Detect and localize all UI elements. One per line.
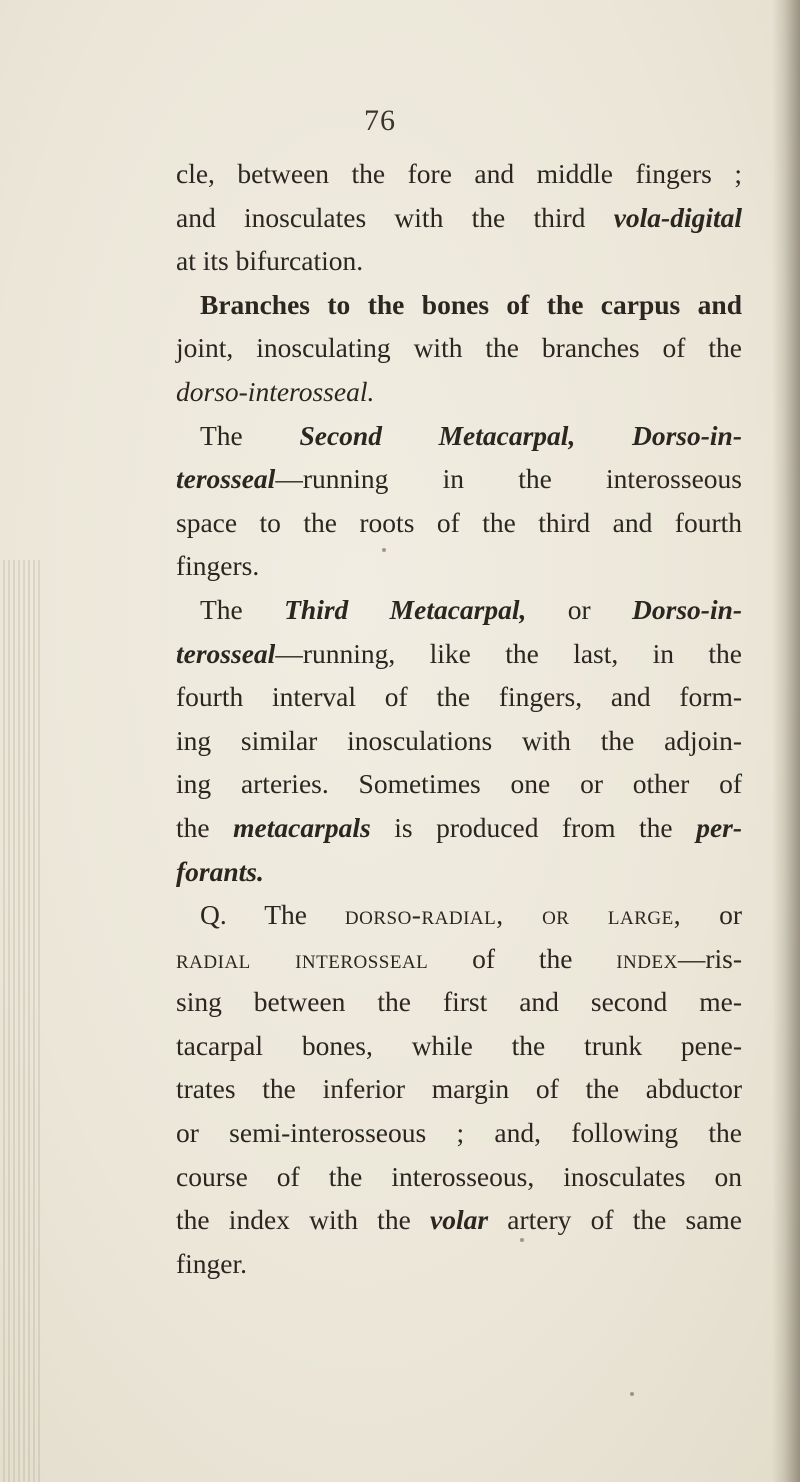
text-line: ing arteries. Sometimes one or other of	[176, 768, 742, 800]
text-line: ing similar inosculations with the adjoin-	[176, 724, 742, 756]
text-line: terosseal—running in the interosseous	[176, 463, 742, 495]
text-line: Branches to the bones of the carpus and	[200, 288, 742, 320]
text-line: Q. The dorso-radial, or large, or	[200, 899, 742, 931]
page-stack-edge	[0, 560, 40, 1482]
text-line: The Third Metacarpal, or Dorso-in-	[200, 593, 743, 625]
page-number: 76	[364, 104, 396, 137]
text-line: or semi-interosseous ; and, following the	[176, 1117, 742, 1149]
text-line: radial interosseal of the index—ris-	[176, 942, 743, 974]
text-line: sing between the first and second me-	[176, 986, 742, 1018]
text-line: cle, between the fore and middle fingers ;	[176, 158, 742, 189]
text-line: fourth interval of the fingers, and form-	[176, 681, 742, 713]
text-line: space to the roots of the third and fourth	[176, 506, 742, 538]
text-line: course of the interosseous, inosculates on	[176, 1160, 742, 1192]
text-line: the index with the volar artery of the same	[176, 1204, 742, 1236]
text-line: forants.	[176, 855, 264, 887]
text-line: terosseal—running, like the last, in the	[176, 637, 742, 669]
text-line: tacarpal bones, while the trunk pene-	[176, 1029, 742, 1061]
text-line: The Second Metacarpal, Dorso-in-	[200, 419, 743, 451]
paper-speck	[382, 548, 386, 552]
text-line: joint, inosculating with the branches of the	[176, 332, 742, 364]
text-line: and inosculates with the third vola-digital	[176, 201, 743, 233]
text-line: at its bifurcation.	[176, 245, 364, 277]
text-line: finger.	[176, 1247, 248, 1279]
text-line: trates the inferior margin of the abductor	[176, 1073, 742, 1105]
binding-shadow	[772, 0, 800, 1482]
paper-speck	[520, 1238, 524, 1242]
text-line: the metacarpals is produced from the per-	[176, 811, 743, 843]
text-line: dorso-interosseal.	[176, 375, 375, 407]
text-line: fingers.	[176, 550, 260, 582]
paper-speck	[630, 1392, 634, 1396]
body-text	[176, 152, 742, 1285]
